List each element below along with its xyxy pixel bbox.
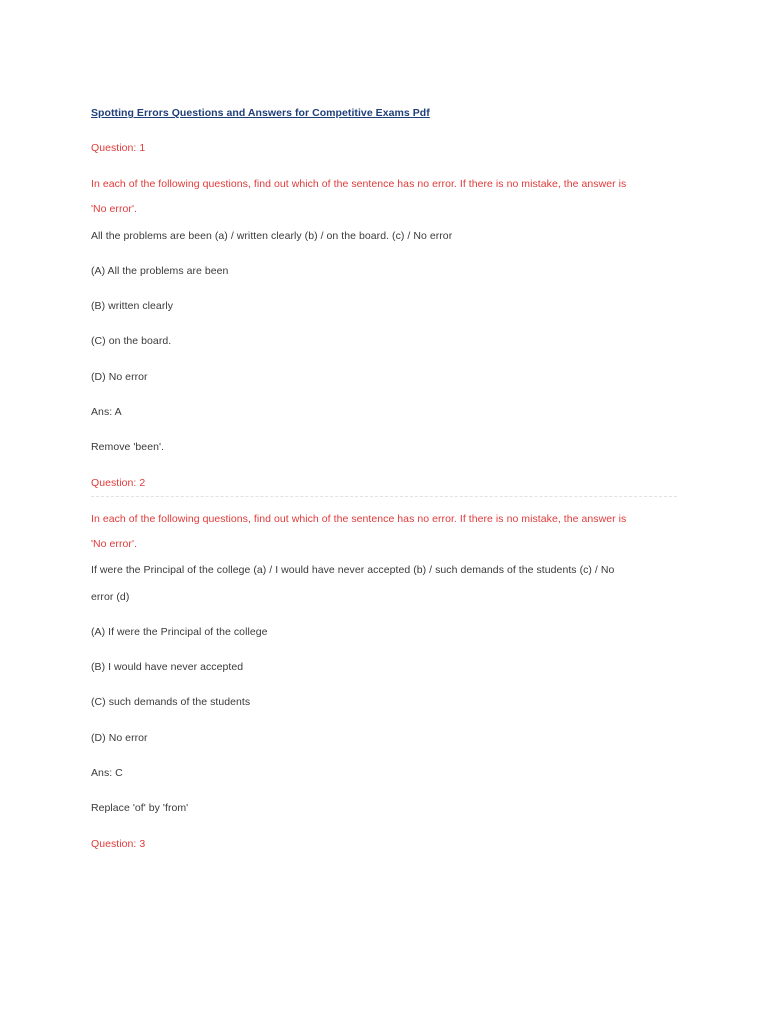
- question-1-answer: Ans: A: [91, 406, 122, 418]
- question-2-option-c: (C) such demands of the students: [91, 696, 251, 708]
- question-1-option-a: (A) All the problems are been: [91, 265, 229, 277]
- question-2-option-a: (A) If were the Principal of the college: [91, 626, 268, 638]
- question-2-option-b: (B) I would have never accepted: [91, 661, 244, 673]
- question-2-sentence-line2: error (d): [91, 591, 130, 603]
- dashed-divider: [91, 496, 677, 497]
- question-1-explanation: Remove 'been'.: [91, 441, 165, 453]
- question-2-heading: Question: 2: [91, 477, 146, 489]
- document-title[interactable]: Spotting Errors Questions and Answers for Competitive Exams Pdf: [91, 107, 430, 119]
- question-2-answer: Ans: C: [91, 767, 123, 779]
- question-2-option-d: (D) No error: [91, 732, 148, 744]
- question-1-option-b: (B) written clearly: [91, 300, 174, 312]
- question-1-instruction-line1: In each of the following questions, find out which of the sentence has no error. If there is no mistake, the answer is: [91, 178, 627, 190]
- question-2-instruction-line1: In each of the following questions, find out which of the sentence has no error. If there is no mistake, the answer is: [91, 513, 627, 525]
- question-1-option-c: (C) on the board.: [91, 335, 172, 347]
- question-2-instruction-line2: 'No error'.: [91, 538, 137, 550]
- question-2-sentence-line1: If were the Principal of the college (a) / I would have never accepted (b) / such demands of the students (c) / No: [91, 564, 615, 576]
- question-1-heading: Question: 1: [91, 142, 146, 154]
- question-1-option-d: (D) No error: [91, 371, 148, 383]
- question-2-explanation: Replace 'of' by 'from': [91, 802, 189, 814]
- question-1-sentence: All the problems are been (a) / written clearly (b) / on the board. (c) / No error: [91, 230, 453, 242]
- question-3-heading: Question: 3: [91, 838, 146, 850]
- question-1-instruction-line2: 'No error'.: [91, 203, 137, 215]
